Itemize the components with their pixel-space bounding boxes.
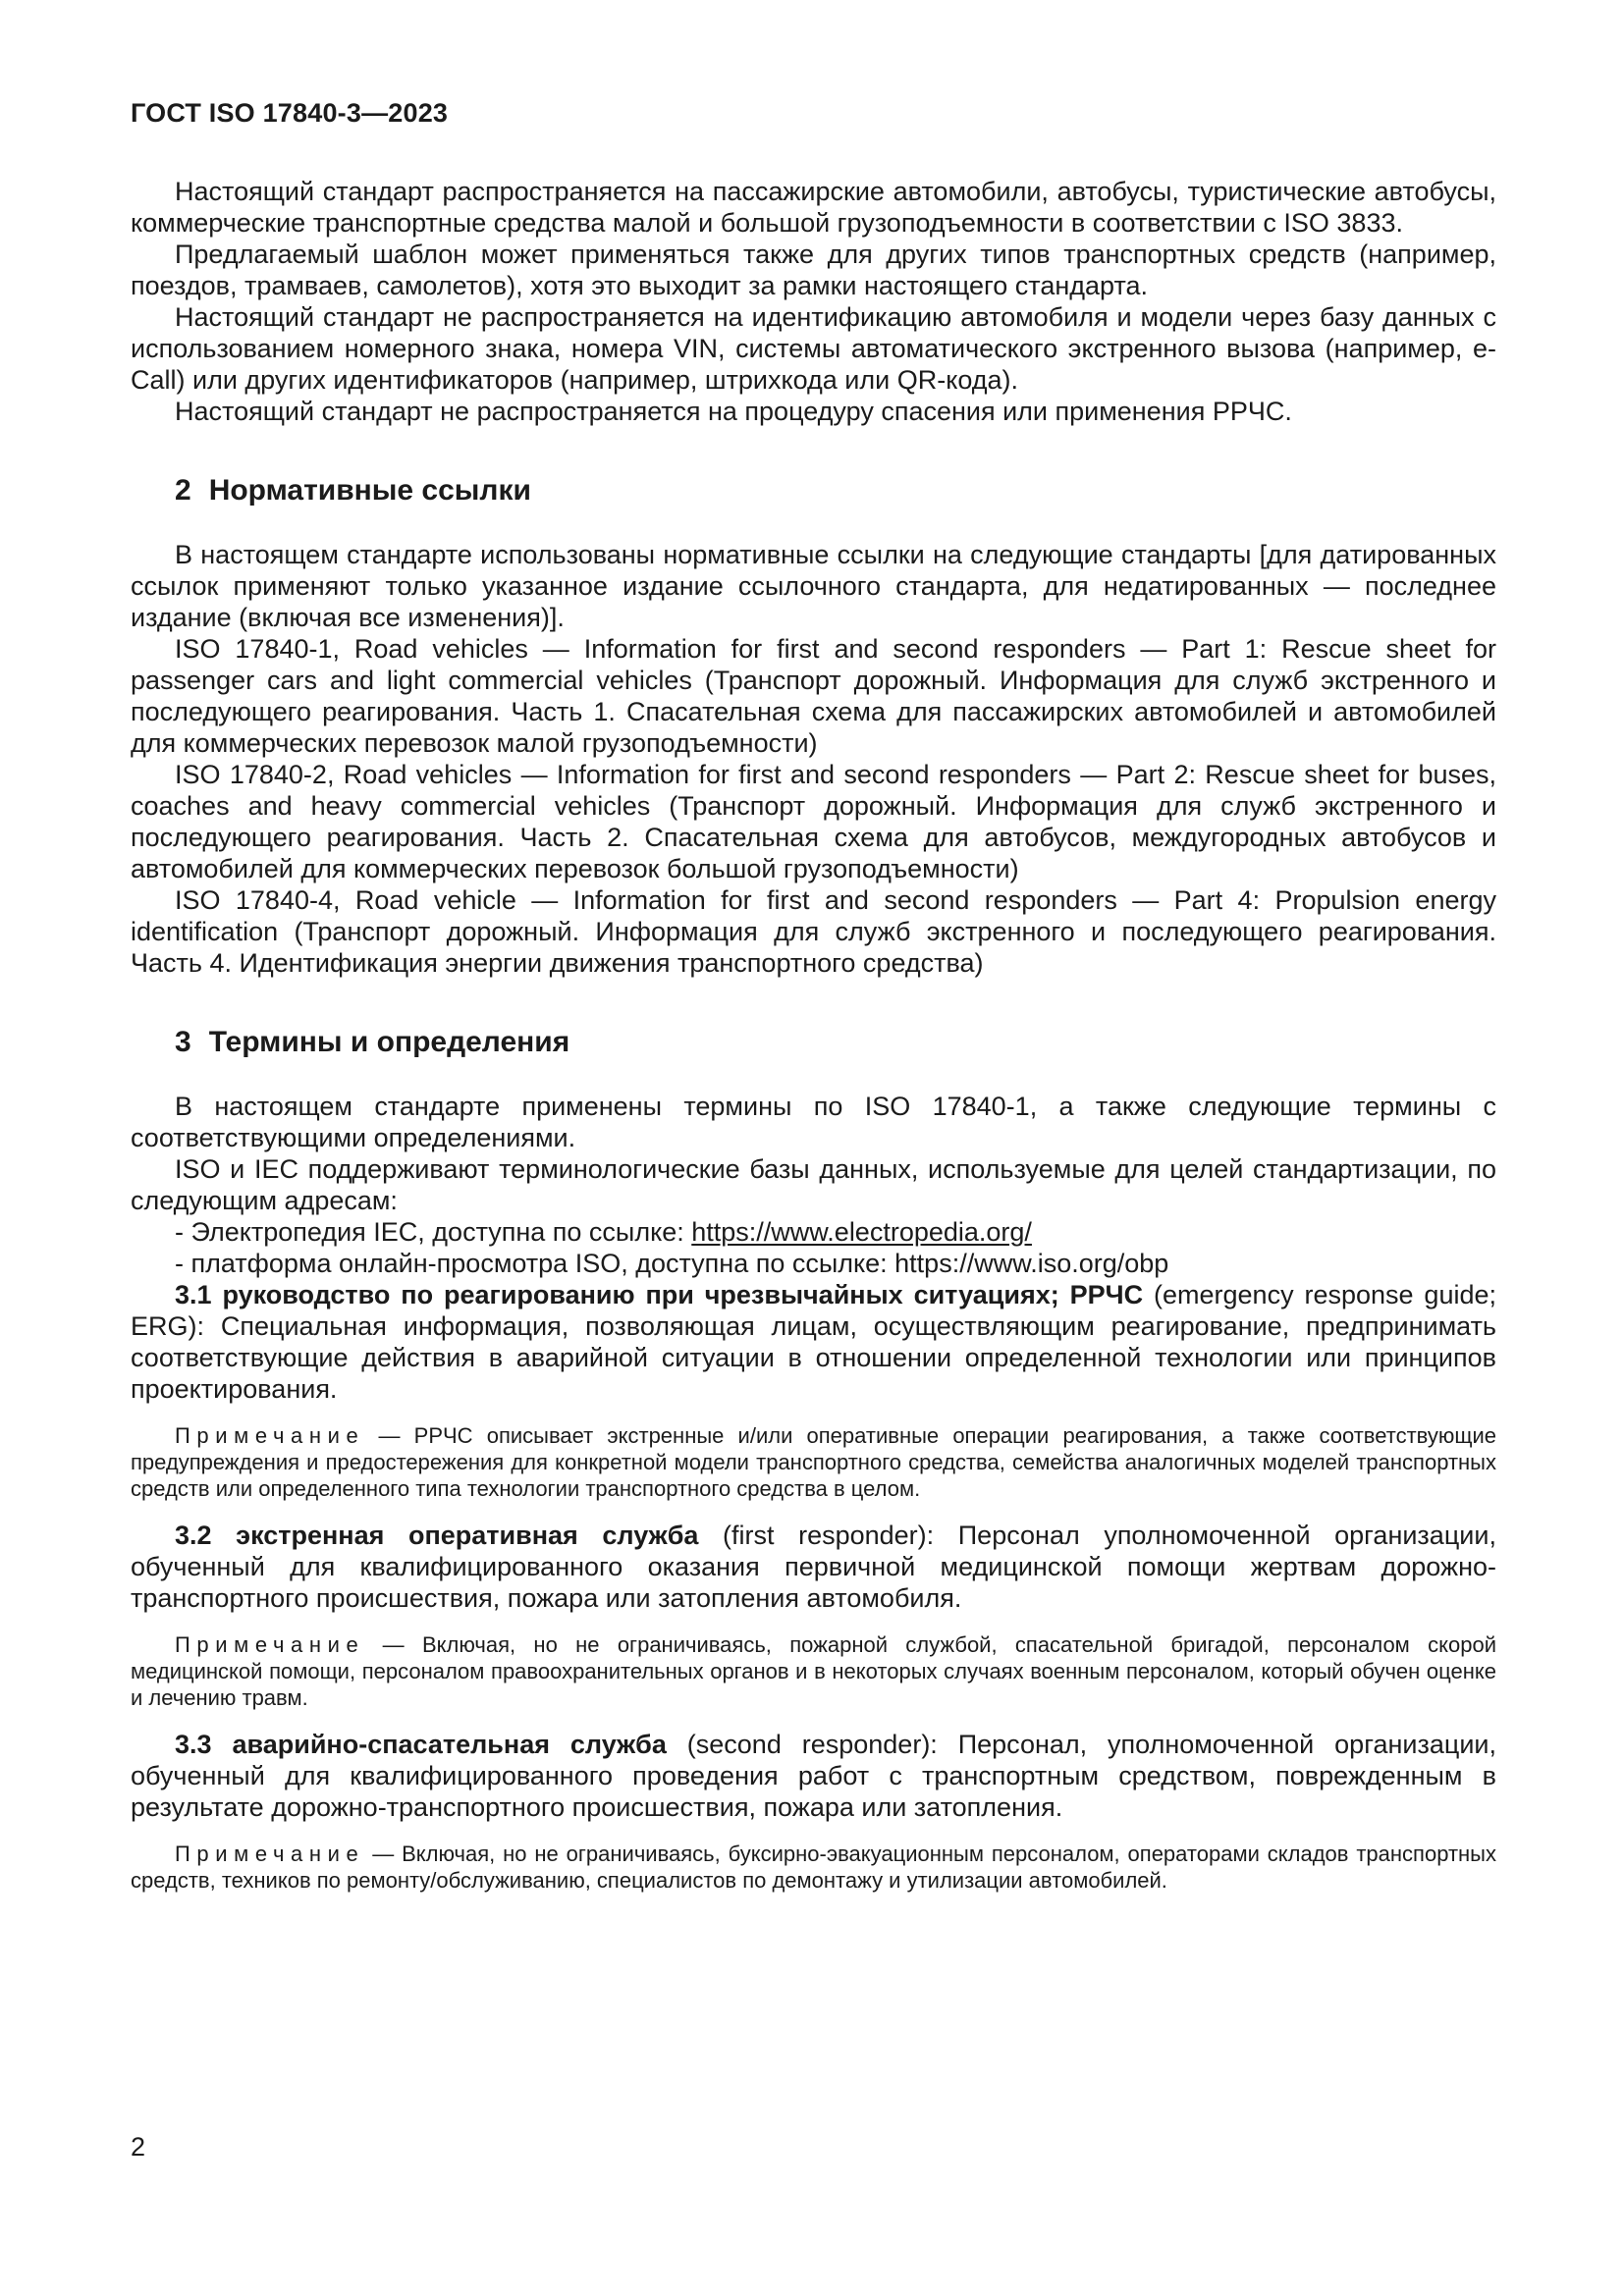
- term-3-1-name: руководство по реагированию при чрезвычайных ситуациях; РРЧС: [222, 1280, 1144, 1309]
- note-3-1-label: Примечание: [175, 1423, 365, 1448]
- scope-paragraph-1: Настоящий стандарт распространяется на пассажирские автомобили, автобусы, туристические автобусы, коммерческие транспортные средства малой и большой грузоподъемности в соответствии с ISO 3833.: [131, 177, 1496, 238]
- normative-refs-intro: В настоящем стандарте использованы нормативные ссылки на следующие стандарты [для датированных ссылок применяют только указанное издание ссылочного стандарта, для недатированных — последнее издание (включая все изменения)].: [131, 540, 1496, 632]
- running-header: ГОСТ ISO 17840-3—2023: [131, 98, 449, 128]
- term-3-1-number: 3.1: [175, 1280, 212, 1309]
- term-3-3-name: аварийно-спасательная служба: [232, 1730, 667, 1759]
- list-item-electropedia: [131, 1216, 1496, 1248]
- section-2-title: Нормативные ссылки: [208, 474, 531, 507]
- note-3-2-label: Примечание: [175, 1632, 365, 1657]
- normative-ref-iso-17840-1: ISO 17840-1, Road vehicles — Information for first and second responders — Part 1: Rescue sheet for passenger cars and light commercial vehicles (Транспорт дорожный. Информация для служб экстренного и последующего реагирования. Часть 1. Спасательная схема для пассажирских автомобилей и автомобилей для коммерческих перевозок малой грузоподъемности): [131, 634, 1496, 758]
- iso-obp-link[interactable]: https://www.iso.org/obp: [894, 1249, 1169, 1278]
- term-3-2-name: экстренная оперативная служба: [236, 1521, 699, 1550]
- term-entry-3-1: [131, 1279, 1496, 1405]
- term-3-2-number: 3.2: [175, 1521, 212, 1550]
- note-3-1: [131, 1422, 1496, 1502]
- term-3-2-definition: (first responder): Персонал уполномоченной организации, обученный для квалифицированного оказания первичной медицинской помощи жертвам дорожно-транспортного происшествия, пожара или затопления автомобиля.: [131, 1521, 1496, 1613]
- section-3-number: 3: [175, 1026, 191, 1058]
- scope-paragraph-4: Настоящий стандарт не распространяется на процедуру спасения или применения РРЧС.: [175, 397, 1292, 426]
- section-3-title: Термины и определения: [208, 1026, 570, 1058]
- term-3-1-definition: (emergency response guide; ERG): Специальная информация, позволяющая лицам, осуществляющим реагирование, предпринимать соответствующие действия в аварийной ситуации в отношении определенной технологии или принципов проектирования.: [131, 1280, 1496, 1404]
- scope-paragraph-2: Предлагаемый шаблон может применяться также для других типов транспортных средств (например, поездов, трамваев, самолетов), хотя это выходит за рамки настоящего стандарта.: [131, 240, 1496, 300]
- note-3-1-text: — РРЧС описывает экстренные и/или оперативные операции реагирования, а также соответствующие предупреждения и предостережения для конкретной модели транспортного средства, семейства аналогичных моделей транспортных средств или определенного типа технологии транспортного средства в целом.: [131, 1423, 1496, 1501]
- electropedia-link-prefix: - Электропедия IEC, доступна по ссылке:: [175, 1217, 684, 1247]
- term-entry-3-2: [131, 1520, 1496, 1614]
- terms-databases-paragraph: ISO и IEC поддерживают терминологические базы данных, используемые для целей стандартизации, по следующим адресам:: [131, 1154, 1496, 1215]
- list-item-iso-obp: [131, 1248, 1496, 1279]
- terms-intro-paragraph: В настоящем стандарте применены термины по ISO 17840-1, а также следующие термины с соответствующими определениями.: [131, 1092, 1496, 1152]
- page-number: 2: [131, 2132, 146, 2162]
- term-entry-3-3: [131, 1729, 1496, 1823]
- normative-ref-iso-17840-2: ISO 17840-2, Road vehicles — Information for first and second responders — Part 2: Rescue sheet for buses, coaches and heavy commercial vehicles (Транспорт дорожный. Информация для служб экстренного и последующего реагирования. Часть 2. Спасательная схема для автобусов, междугородных автобусов и автомобилей для коммерческих перевозок большой грузоподъемности): [131, 760, 1496, 883]
- section-3-heading: [131, 1026, 1496, 1059]
- normative-ref-iso-17840-4: ISO 17840-4, Road vehicle — Information for first and second responders — Part 4: Propulsion energy identification (Транспорт дорожный. Информация для служб экстренного и последующего реагирования. Часть 4. Идентификация энергии движения транспортного средства): [131, 885, 1496, 978]
- term-3-3-definition: (second responder): Персонал, уполномоченной организации, обученный для квалифицированного проведения работ с транспортным средством, поврежденным в результате дорожно-транспортного происшествия, пожара или затопления.: [131, 1730, 1496, 1822]
- page-content: [131, 98, 1496, 1911]
- section-2-number: 2: [175, 474, 191, 507]
- iso-obp-link-prefix: - платформа онлайн-просмотра ISO, доступна по ссылке:: [175, 1249, 888, 1278]
- note-3-2-text: — Включая, но не ограничиваясь, пожарной службой, спасательной бригадой, персоналом скорой медицинской помощи, персоналом правоохранительных органов и в некоторых случаях военным персоналом, который обучен оценке и лечению травм.: [131, 1632, 1496, 1710]
- section-2-heading: [131, 474, 1496, 507]
- note-3-3: [131, 1841, 1496, 1894]
- term-3-3-number: 3.3: [175, 1730, 212, 1759]
- note-3-3-label: Примечание: [175, 1842, 365, 1866]
- scope-paragraph-3: Настоящий стандарт не распространяется на идентификацию автомобиля и модели через базу данных с использованием номерного знака, номера VIN, системы автоматического экстренного вызова (например, e-Call) или других идентификаторов (например, штрихкода или QR-кода).: [131, 302, 1496, 395]
- note-3-3-text: — Включая, но не ограничиваясь, буксирно-эвакуационным персоналом, операторами складов транспортных средств, техников по ремонту/обслуживанию, специалистов по демонтажу и утилизации автомобилей.: [131, 1842, 1496, 1893]
- electropedia-link[interactable]: https://www.electropedia.org/: [691, 1217, 1032, 1247]
- note-3-2: [131, 1631, 1496, 1711]
